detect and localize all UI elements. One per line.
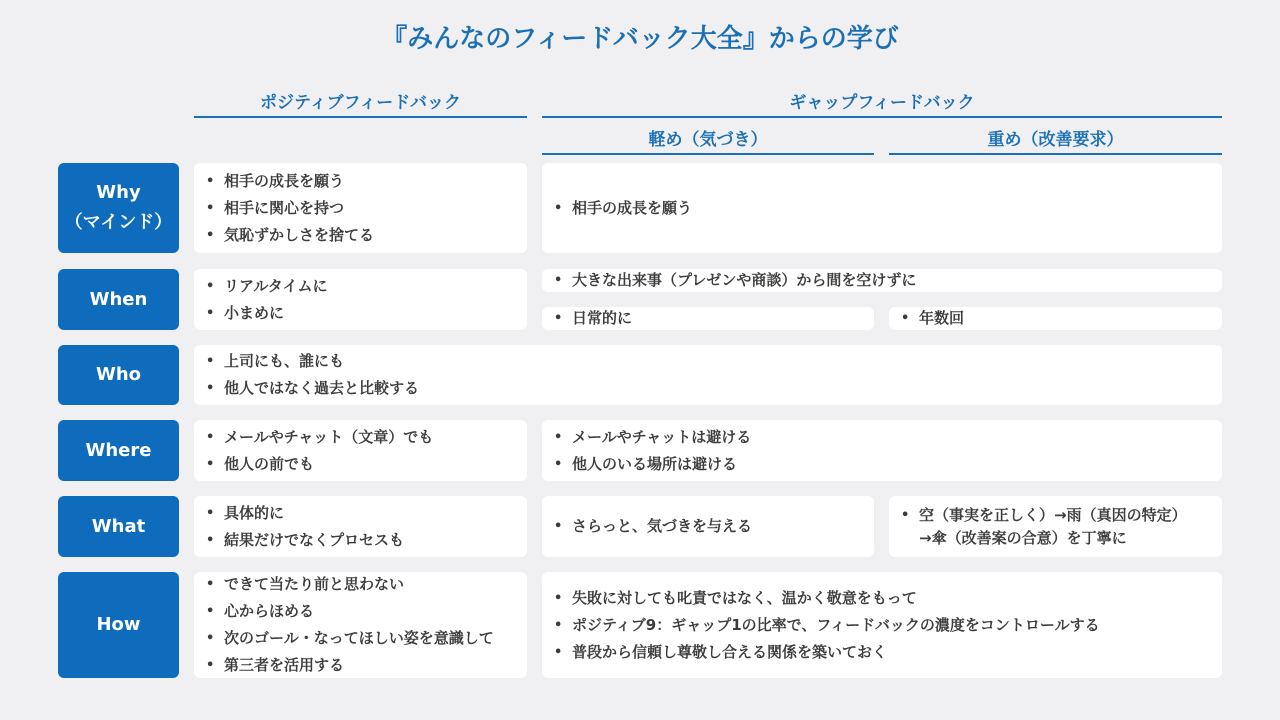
why-positive-cell: [194, 163, 527, 253]
row-label-who: Who: [58, 345, 179, 405]
list-item: • 普段から信頼し尊敬し合える関係を築いておく: [554, 639, 1222, 666]
list-item: • 相手に関心を持つ: [206, 195, 527, 222]
list-item: • 他人の前でも: [206, 451, 527, 478]
list-item: • 日常的に: [554, 305, 874, 332]
list-item: • ポジティブ9：ギャップ1の比率で、フィードバックの濃度をコントロールする: [554, 612, 1222, 639]
when-positive-cell: [194, 269, 527, 330]
list-item: • 上司にも、誰にも: [206, 348, 1222, 375]
list-item: • リアルタイムに: [206, 273, 527, 300]
who-all-cell: [194, 345, 1222, 405]
list-item: • 心からほめる: [206, 598, 527, 625]
header-heavy: 重め（改善要求）: [889, 125, 1222, 155]
list-item: • 年数回: [901, 305, 1222, 332]
list-item: • 大きな出来事（プレゼンや商談）から間を空けずに: [554, 267, 1222, 294]
header-positive: ポジティブフィードバック: [194, 88, 527, 118]
list-item: • 失敗に対しても叱責ではなく、温かく敬意をもって: [554, 585, 1222, 612]
how-positive-cell: [194, 572, 527, 678]
when-heavy-cell: [889, 307, 1222, 330]
why-gap-cell: [542, 163, 1222, 253]
list-item: • できて当たり前と思わない: [206, 571, 527, 598]
list-item: • 結果だけでなくプロセスも: [206, 527, 527, 554]
where-positive-cell: [194, 420, 527, 481]
row-label-what: What: [58, 496, 179, 557]
row-label-why-line2: （マインド）: [64, 212, 173, 233]
list-item: • メールやチャットは避ける: [554, 424, 1222, 451]
list-item-continuation: →傘（改善案の合意）を丁寧に: [919, 528, 1127, 547]
list-item: • 相手の成長を願う: [206, 168, 527, 195]
row-label-why: [58, 163, 179, 253]
list-item: • 相手の成長を願う: [554, 195, 1222, 222]
list-item: • メールやチャット（文章）でも: [206, 424, 527, 451]
header-light: 軽め（気づき）: [542, 125, 874, 155]
how-gap-cell: [542, 572, 1222, 678]
row-label-why-line1: Why: [96, 182, 141, 203]
list-item: • 空（事実を正しく）→雨（真因の特定）: [901, 504, 1222, 527]
row-label-where: Where: [58, 420, 179, 481]
list-item: • 気恥ずかしさを捨てる: [206, 222, 527, 249]
where-gap-cell: [542, 420, 1222, 481]
list-item: • さらっと、気づきを与える: [554, 513, 874, 540]
row-label-when: When: [58, 269, 179, 330]
list-item: • 第三者を活用する: [206, 652, 527, 679]
what-light-cell: [542, 496, 874, 557]
when-light-cell: [542, 307, 874, 330]
what-heavy-cell: [889, 496, 1222, 557]
when-gap-cell: [542, 269, 1222, 292]
list-item: • 次のゴール・なってほしい姿を意識して: [206, 625, 527, 652]
what-positive-cell: [194, 496, 527, 557]
list-item: • 他人ではなく過去と比較する: [206, 375, 1222, 402]
header-gap: ギャップフィードバック: [542, 88, 1222, 118]
list-item: • 具体的に: [206, 500, 527, 527]
list-item: • 他人のいる場所は避ける: [554, 451, 1222, 478]
page-title: 『みんなのフィードバック大全』からの学び: [381, 24, 899, 54]
list-item: • 小まめに: [206, 300, 527, 327]
row-label-how: How: [58, 572, 179, 678]
